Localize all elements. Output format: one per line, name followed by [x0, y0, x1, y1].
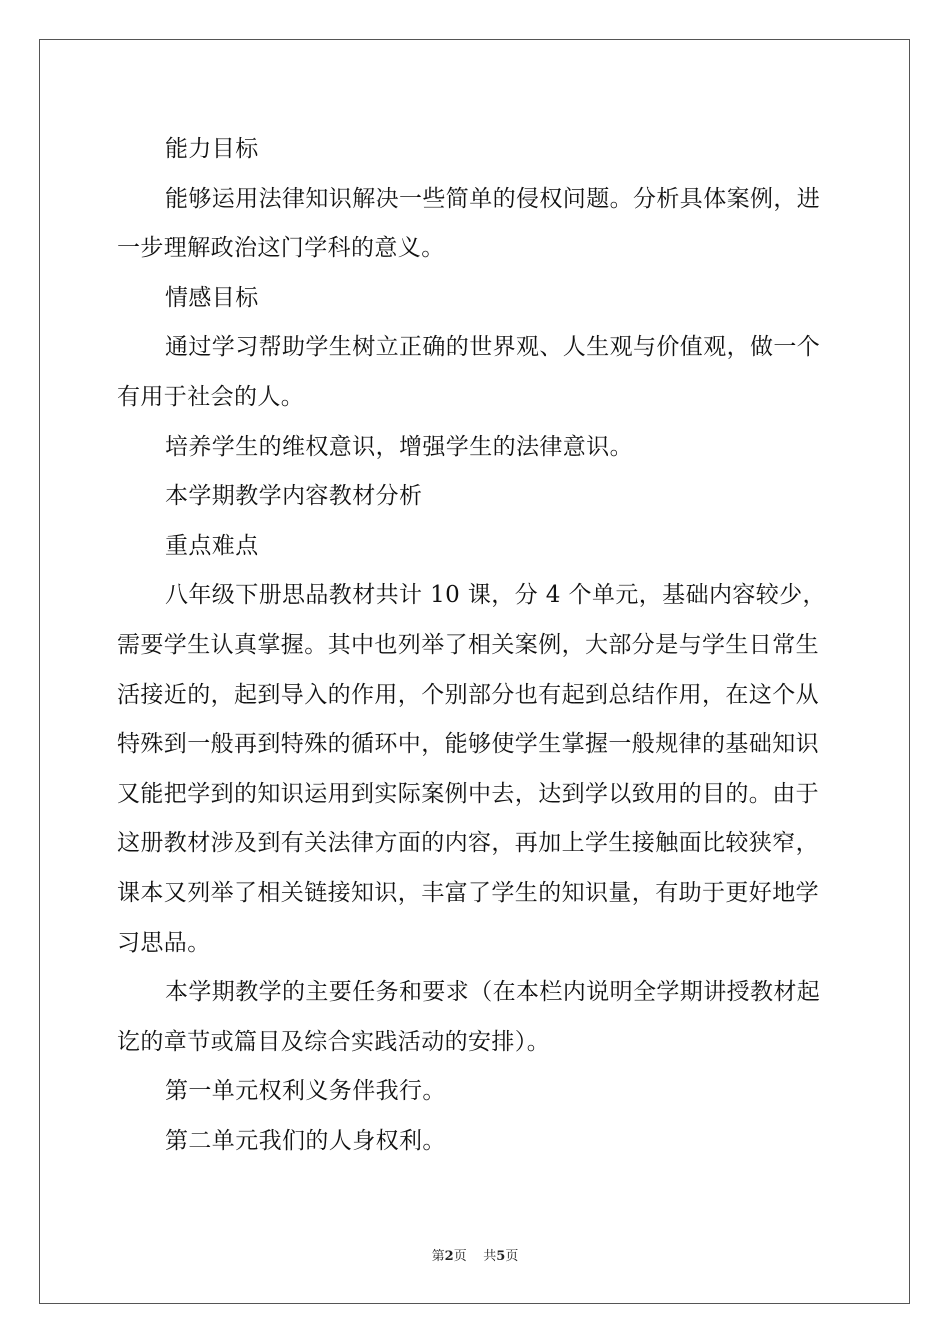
page-border: [39, 39, 910, 1304]
text-line: 通过学习帮助学生树立正确的世界观、人生观与价值观，做一个: [165, 334, 821, 360]
footer-total-pages: 5: [496, 1249, 506, 1264]
text-line: 能力目标: [165, 136, 259, 162]
text-line: 能够运用法律知识解决一些简单的侵权问题。分析具体案例，进: [165, 186, 821, 212]
text-line: 本学期教学的主要任务和要求（在本栏内说明全学期讲授教材起: [165, 979, 821, 1005]
text-line: 第二单元我们的人身权利。: [165, 1128, 446, 1154]
text-line: 一步理解政治这门学科的意义。: [117, 235, 445, 261]
text-line: 又能把学到的知识运用到实际案例中去，达到学以致用的目的。由于: [117, 781, 819, 807]
footer-page-suffix: 页: [453, 1249, 467, 1264]
footer-page-prefix: 第: [431, 1249, 445, 1264]
text-line: 习思品。: [117, 930, 211, 956]
text-line: 有用于社会的人。: [117, 384, 305, 410]
text-line: 培养学生的维权意识，增强学生的法律意识。: [165, 434, 633, 460]
text-line: 讫的章节或篇目及综合实践活动的安排）。: [117, 1029, 551, 1055]
text-line: 第一单元权利义务伴我行。: [165, 1078, 446, 1104]
footer-page-number: 2: [444, 1249, 454, 1264]
text-line: 情感目标: [165, 285, 259, 311]
footer-total-prefix: 共: [483, 1249, 497, 1264]
text-line: 本学期教学内容教材分析: [165, 483, 423, 509]
text-line: 需要学生认真掌握。其中也列举了相关案例，大部分是与学生日常生: [117, 632, 819, 658]
text-line: 八年级下册思品教材共计 10 课，分 4 个单元，基础内容较少，: [165, 582, 826, 608]
page-footer: [0, 1248, 950, 1266]
text-line: 特殊到一般再到特殊的循环中，能够使学生掌握一般规律的基础知识: [117, 731, 819, 757]
text-line: 这册教材涉及到有关法律方面的内容，再加上学生接触面比较狭窄，: [117, 830, 819, 856]
text-line: 课本又列举了相关链接知识，丰富了学生的知识量，有助于更好地学: [117, 880, 819, 906]
text-line: 活接近的，起到导入的作用，个别部分也有起到总结作用，在这个从: [117, 682, 819, 708]
text-line: 重点难点: [165, 533, 259, 559]
footer-total-suffix: 页: [505, 1249, 519, 1264]
